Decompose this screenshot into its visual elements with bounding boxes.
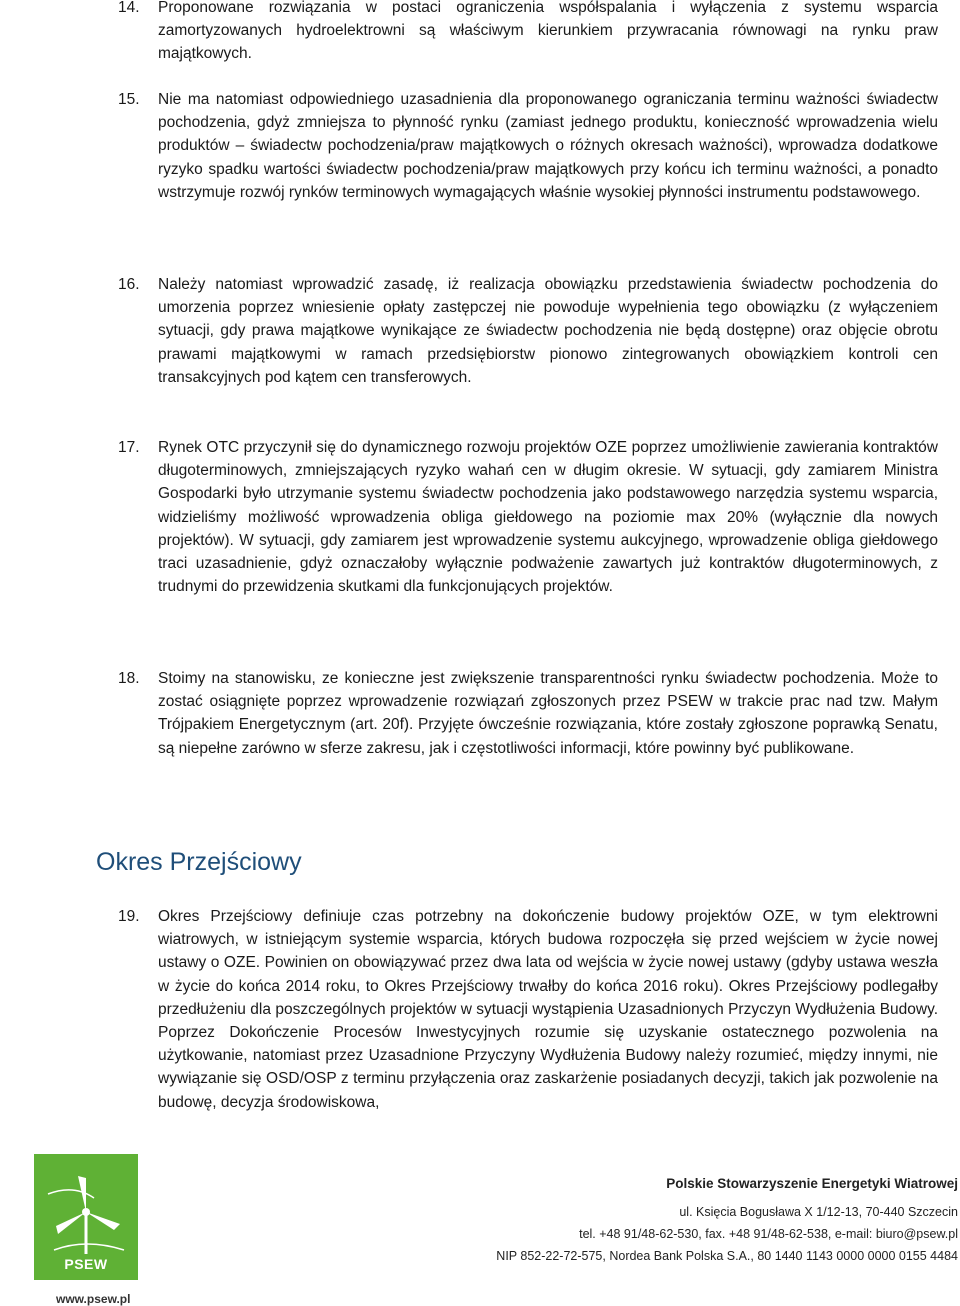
paragraph-number: 17. <box>118 439 140 456</box>
organization-bank: NIP 852-22-72-575, Nordea Bank Polska S.A., 80 1440 1143 0000 0000 0155 4484 <box>496 1249 958 1263</box>
paragraph-16 <box>96 273 938 389</box>
paragraph-text: Należy natomiast wprowadzić zasadę, iż realizacja obowiązku przedstawienia świadectw pochodzenia do umorzenia poprzez wniesienie opłaty zastępczej nie powoduje wypełnienia tego obowiązku (z wyłączeniem sytuacji, gdy prawa majątkowe wynikające ze świadectw pochodzenia nie będą dostępne) oraz objęcie obrotu prawami majątkowymi w ramach przedsiębiorstw pionowo zintegrowanych obowiązkiem kontroli cen transakcyjnych pod kątem cen transferowych. <box>158 276 938 386</box>
organization-name: Polskie Stowarzyszenie Energetyki Wiatrowej <box>666 1176 958 1191</box>
paragraph-18 <box>96 667 938 760</box>
organization-contact: tel. +48 91/48-62-530, fax. +48 91/48-62-538, e-mail: biuro@psew.pl <box>579 1227 958 1241</box>
website-link[interactable]: www.psew.pl <box>56 1292 131 1306</box>
page-footer <box>0 1150 960 1306</box>
psew-logo <box>34 1154 138 1280</box>
paragraph-number: 19. <box>118 908 140 925</box>
organization-address: ul. Księcia Bogusława X 1/12-13, 70-440 Szczecin <box>679 1205 958 1219</box>
section-heading: Okres Przejściowy <box>96 848 302 876</box>
organization-info <box>496 1176 958 1263</box>
paragraph-number: 16. <box>118 276 140 293</box>
paragraph-number: 15. <box>118 91 140 108</box>
paragraph-14 <box>96 0 938 66</box>
logo-text: PSEW <box>64 1256 108 1272</box>
paragraph-text: Stoimy na stanowisku, ze konieczne jest zwiększenie transparentności rynku świadectw pochodzenia. Może to zostać osiągnięte poprzez wprowadzenie rozwiązań zgłoszonych przez PSEW w trakcie prac nad tzw. Małym Trójpakiem Energetycznym (art. 20f). Przyjęte ówcześnie rozwiązania, które zostały zgłoszone poprawką Senatu, są niepełne zarówno w sferze zakresu, jak i częstotliwości informacji, które powinny być publikowane. <box>158 670 938 757</box>
paragraph-text: Rynek OTC przyczynił się do dynamicznego rozwoju projektów OZE poprzez umożliwienie zawierania kontraktów długoterminowych, zmniejszających ryzyko wahań cen w długim okresie. W sytuacji, gdy zamiarem Ministra Gospodarki było utrzymanie systemu świadectw pochodzenia jako podstawowego narzędzia systemu wsparcia, widzieliśmy możliwość wprowadzenia obliga giełdowego na poziomie max 20% (wyłącznie dla nowych projektów). W sytuacji, gdy zamiarem jest wprowadzenie systemu aukcyjnego, wprowadzenie obliga giełdowego traci uzasadnienie, gdyż oznaczałoby wyłącznie podważenie zawartych już kontraktów długoterminowych, z trudnymi do przewidzenia skutkami dla funkcjonujących projektów. <box>158 439 938 596</box>
paragraph-15 <box>96 88 938 204</box>
paragraph-text: Nie ma natomiast odpowiedniego uzasadnienia dla proponowanego ograniczania terminu ważności świadectw pochodzenia, gdyż zmniejsza to płynność rynku (zamiast jednego produktu, konieczność wprowadzenia wielu produktów – świadectw pochodzenia/praw majątkowych o różnych okresach ważności), wprowadza dodatkowe ryzyko spadku wartości świadectw pochodzenia/praw majątkowych przy końcu ich terminu ważności, a ponadto wstrzymuje rozwój rynków terminowych wymagających właśnie wysokiej płynności instrumentu podstawowego. <box>158 91 938 201</box>
paragraph-text: Proponowane rozwiązania w postaci ograniczenia współspalania i wyłączenia z systemu wsparcia zamortyzowanych hydroelektrowni są właściwym kierunkiem przywracania równowagi na rynku praw majątkowych. <box>158 0 938 63</box>
paragraph-17 <box>96 436 938 598</box>
paragraph-text: Okres Przejściowy definiuje czas potrzebny na dokończenie budowy projektów OZE, w tym elektrowni wiatrowych, w istniejącym systemie wsparcia, których budowa rozpoczęła się przed wejściem w życie nowej ustawy o OZE. Powinien on obowiązywać przez dwa lata od wejścia w życie nowej ustawy (gdyby ustawa weszła w życie do końca 2014 roku, to Okres Przejściowy trwałby do końca 2016 roku). Okres Przejściowy podlegałby przedłużeniu dla poszczególnych projektów w sytuacji wystąpienia Uzasadnionych Przyczyn Wydłużenia Budowy. Poprzez Dokończenie Procesów Inwestycyjnych rozumie się uzyskanie ostatecznego pozwolenia na użytkowanie, natomiast przez Uzasadnione Przyczyny Wydłużenia Budowy należy rozumieć, między innymi, nie wywiązanie się OSD/OSP z terminu przyłączenia oraz zaskarżenie posiadanych decyzji, takich jak pozwolenie na budowę, decyzja środowiskowa, <box>158 908 938 1111</box>
paragraph-number: 18. <box>118 670 140 687</box>
paragraph-19 <box>96 905 938 1114</box>
paragraph-number: 14. <box>118 0 140 16</box>
